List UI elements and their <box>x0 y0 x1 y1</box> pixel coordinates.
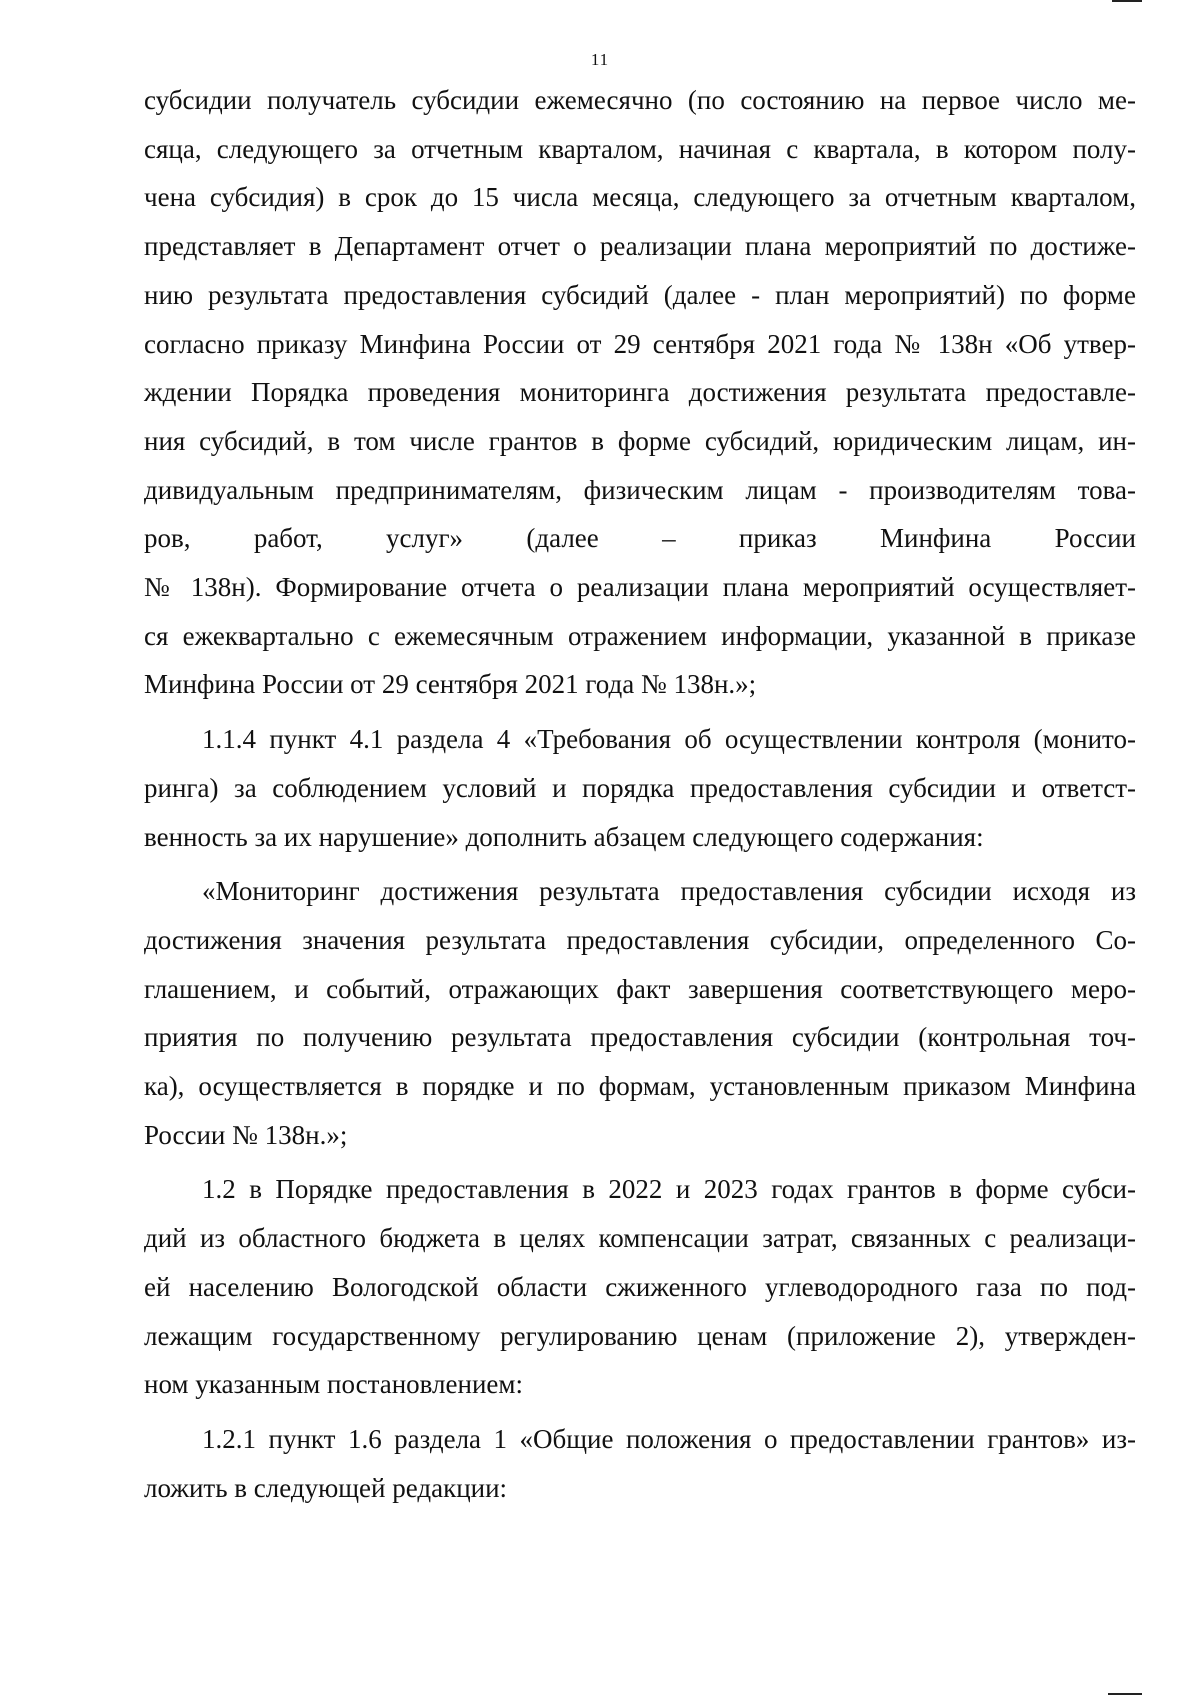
spread-word: услуг» <box>386 523 464 554</box>
scan-mark-bottom-right <box>1108 1693 1142 1695</box>
paragraph-2 <box>144 715 1136 861</box>
text-line: 1.1.4 пункт 4.1 раздела 4 «Требования об осуществлении контроля (монито- <box>202 724 1136 755</box>
text-line: сяца, следующего за отчетным кварталом, начиная с квартала, в котором полу- <box>144 133 1136 164</box>
document-body <box>144 76 1136 1512</box>
text-line: чена субсидия) в срок до 15 числа месяца, следующего за отчетным кварталом, <box>144 182 1136 213</box>
text-line: ей населению Вологодской области сжиженного углеводородного газа по под- <box>144 1271 1136 1302</box>
scan-mark-top-right <box>1112 0 1142 2</box>
paragraph-1 <box>144 76 1136 709</box>
text-line: глашением, и событий, отражающих факт завершения соответствующего меро- <box>144 973 1136 1004</box>
page-number: 11 <box>590 50 610 69</box>
text-line: лежащим государственному регулированию ценам (приложение 2), утвержден- <box>144 1320 1136 1351</box>
text-line: дий из областного бюджета в целях компенсации затрат, связанных с реализаци- <box>144 1223 1136 1254</box>
text-line: ном указанным постановлением: <box>144 1369 523 1400</box>
text-line: 1.2 в Порядке предоставления в 2022 и 2023 годах грантов в форме субси- <box>202 1174 1136 1205</box>
spread-word: работ, <box>253 523 323 554</box>
text-line: дивидуальным предпринимателям, физическим лицам - производителям това- <box>144 474 1136 505</box>
text-line: ринга) за соблюдением условий и порядка предоставления субсидии и ответст- <box>144 772 1136 803</box>
spread-word: России <box>1054 523 1136 554</box>
text-line: ся ежеквартально с ежемесячным отражением информации, указанной в приказе <box>144 620 1136 651</box>
spread-word: (далее <box>526 523 599 554</box>
text-line: достижения значения результата предоставления субсидии, определенного Со- <box>144 924 1136 955</box>
text-line: согласно приказу Минфина России от 29 сентября 2021 года № 138н «Об утвер- <box>144 328 1136 359</box>
spread-word: – <box>662 523 676 554</box>
text-line: субсидии получатель субсидии ежемесячно (по состоянию на первое число ме- <box>144 85 1136 115</box>
text-line: ния субсидий, в том числе грантов в форме субсидий, юридическим лицам, ин- <box>144 425 1136 456</box>
text-line: 1.2.1 пункт 1.6 раздела 1 «Общие положения о предоставлении грантов» из- <box>202 1423 1136 1454</box>
text-line: ложить в следующей редакции: <box>144 1472 508 1503</box>
paragraph-4 <box>144 1165 1136 1409</box>
text-line: ка), осуществляется в порядке и по формам, установленным приказом Минфина <box>144 1071 1136 1102</box>
spread-word: Минфина <box>879 523 992 554</box>
text-line: № 138н). Формирование отчета о реализации плана мероприятий осуществляет- <box>144 572 1136 603</box>
text-line: России № 138н.»; <box>144 1119 348 1150</box>
text-line: венность за их нарушение» дополнить абзацем следующего содержания: <box>144 821 984 852</box>
paragraph-3 <box>144 867 1136 1159</box>
text-line: «Мониторинг достижения результата предоставления субсидии исходя из <box>202 876 1136 907</box>
text-line: нию результата предоставления субсидий (далее - план мероприятий) по форме <box>144 279 1136 310</box>
text-line: Минфина России от 29 сентября 2021 года № 138н.»; <box>144 669 757 700</box>
spread-word: ров, <box>144 523 191 554</box>
spread-line <box>144 514 1136 563</box>
spread-word: приказ <box>738 523 817 554</box>
text-line: приятия по получению результата предоставления субсидии (контрольная точ- <box>144 1022 1136 1053</box>
text-line: представляет в Департамент отчет о реализации плана мероприятий по достиже- <box>144 231 1136 262</box>
paragraph-5 <box>144 1415 1136 1512</box>
text-line: ждении Порядка проведения мониторинга достижения результата предоставле- <box>144 377 1136 408</box>
